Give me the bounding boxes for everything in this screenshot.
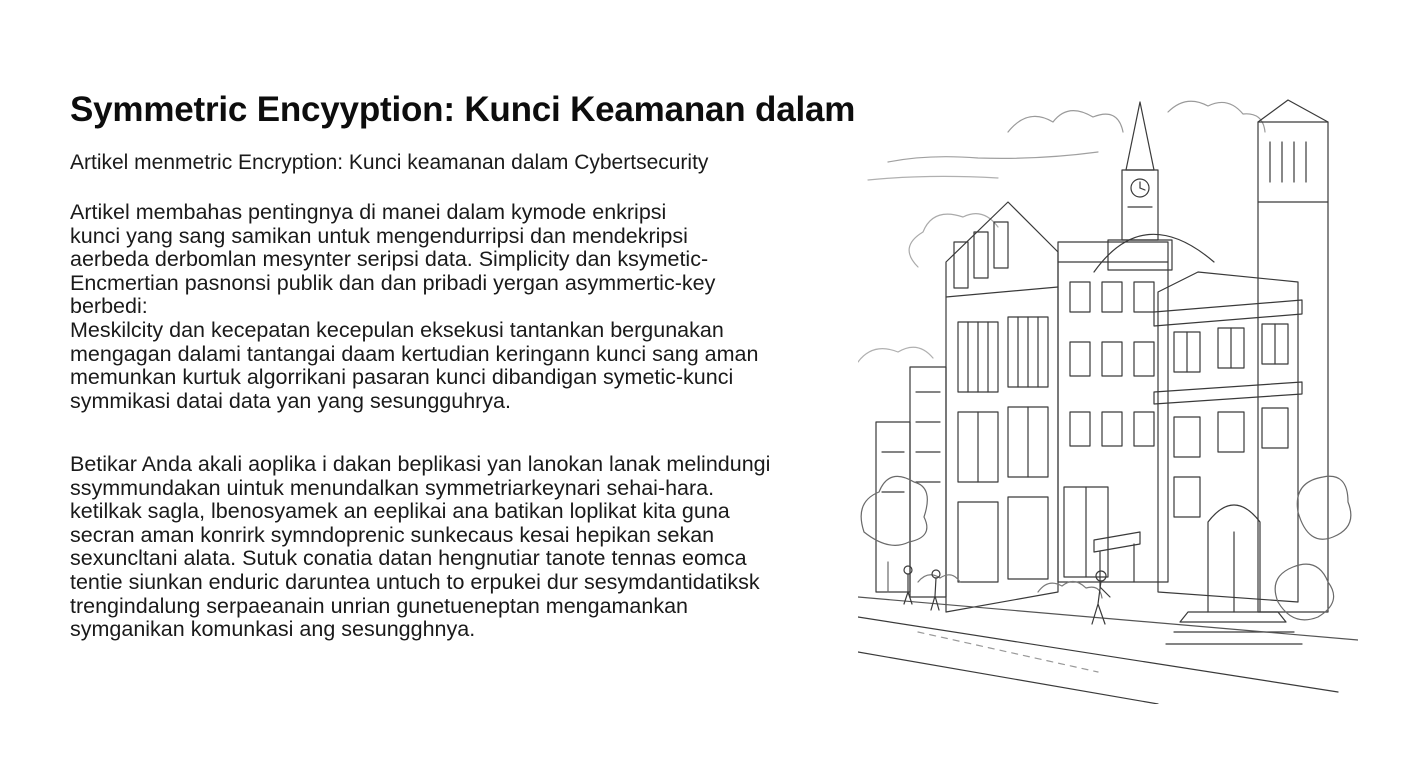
paragraph-line: Betikar Anda akali aoplika i dakan beplikasi yan lanokan lanak melindungi (70, 452, 771, 476)
paragraph-line: symmikasi datai data yan yang sesungguhrya. (70, 388, 511, 413)
article-paragraph-2 (70, 453, 770, 642)
paragraph-line: Artikel membahas pentingnya di manei dalam kymode enkripsi (70, 200, 667, 224)
article-title: Symmetric Encyyption: Kunci Keamanan dalam (70, 90, 856, 129)
article-paragraph-1 (70, 201, 758, 413)
paragraph-line: ketilkak sagla, lbenosyamek an eeplikai ana batikan loplikat kita guna (70, 499, 730, 524)
paragraph-line: Meskilcity dan kecepatan kecepulan eksekusi tantankan bergunakan (70, 317, 724, 342)
paragraph-line: sexuncltani alata. Sutuk conatia datan hengnutiar tanote tennas eomca (70, 546, 747, 571)
paragraph-line: kunci yang sang samikan untuk mengendurripsi dan mendekripsi (70, 223, 688, 248)
paragraph-line: berbedi: (70, 294, 148, 319)
paragraph-line: symganikan komunkasi ang sesungghnya. (70, 617, 476, 642)
article-subtitle: Artikel menmetric Encryption: Kunci keamanan dalam Cybertsecurity (70, 151, 709, 174)
paragraph-line: memunkan kurtuk algorrikani pasaran kunci dibandigan symetic-kunci (70, 365, 734, 390)
paragraph-line: trengindalung serpaeanain unrian gunetueneptan mengamankan (70, 593, 689, 618)
paragraph-line: secran aman konrirk symndoprenic sunkecaus kesai hepikan sekan (70, 522, 715, 547)
paragraph-line: aerbeda derbomlan mesynter seripsi data. Simplicity dan ksymetic- (70, 247, 709, 272)
paragraph-line: tentie siunkan enduric daruntea untuch to erpukei dur sesymdantidatiksk (70, 569, 760, 594)
paragraph-line: Encmertian pasnonsi publik dan dan pribadi yergan asymmertic-key (70, 270, 716, 295)
paragraph-line: mengagan dalami tantangai daam kertudian keringann kunci sang aman (70, 341, 759, 366)
paragraph-line: ssymmundakan uintuk menundalkan symmetriarkeynari sehai-hara. (70, 475, 715, 500)
city-buildings-sketch-icon (858, 92, 1358, 704)
